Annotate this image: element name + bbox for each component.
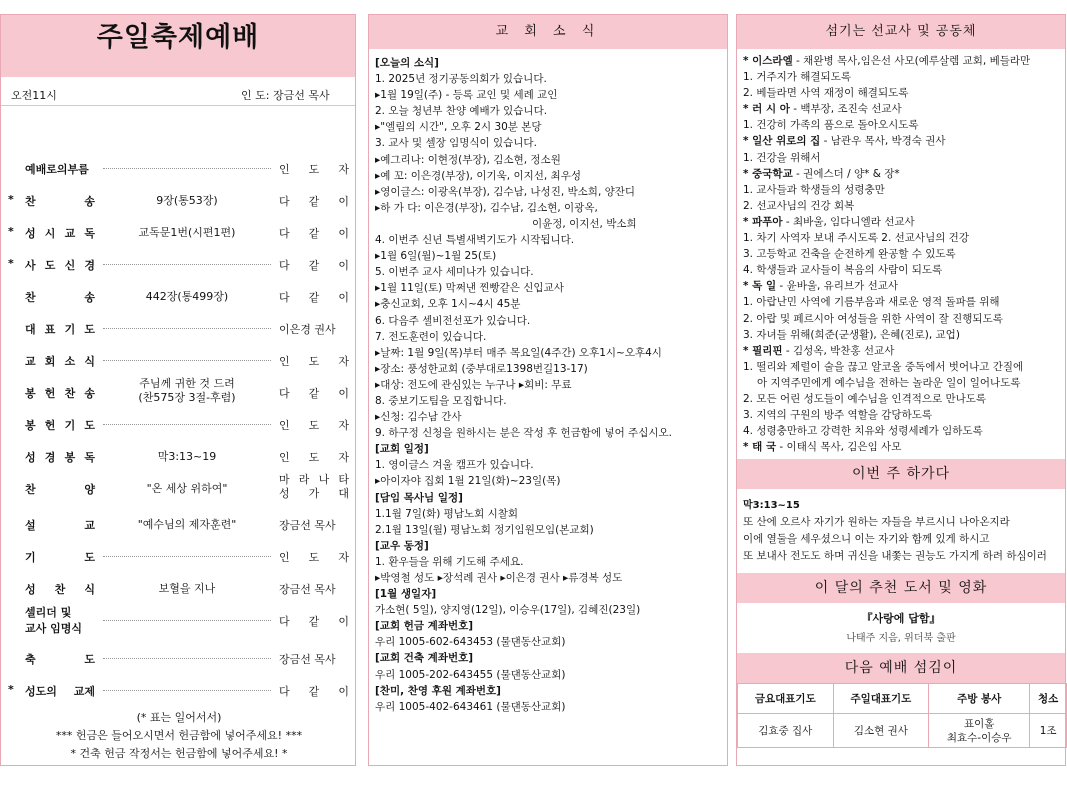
order-item-name-part: 송 (84, 195, 95, 208)
divider (1, 105, 355, 106)
servers-header-row (738, 684, 1067, 714)
order-row (1, 449, 357, 465)
order-item-name-part: 독 (84, 451, 95, 464)
person-char: 도 (308, 419, 320, 432)
weekly-verse (737, 489, 1065, 573)
news-line: 1. 2025년 정기공동의회가 있습니다. (375, 73, 547, 86)
servers-header: 주방 봉사 (929, 684, 1030, 714)
mission-name: * 태 국 (743, 441, 777, 454)
order-item-name-part: 대 (25, 323, 36, 336)
order-item-person (279, 417, 349, 433)
mission-heading: * 필리핀 - 김성옥, 박찬홍 선교사 (743, 344, 895, 357)
person-char: 이 (338, 195, 349, 208)
order-item-name-part: 성도의 (25, 685, 57, 698)
news-line: 우리 1005-202-643455 (물댄동산교회) (375, 668, 566, 681)
mission-line: 1. 건강을 위해서 (743, 151, 821, 164)
order-item-name (25, 257, 95, 273)
person-char: 자 (338, 551, 349, 564)
order-item-name-part: 도 (84, 551, 95, 564)
order-item-name-part: 교 (25, 355, 36, 368)
servers-cell: 표이홀 최효수-이승우 (929, 714, 1030, 748)
dotted-leader (103, 658, 271, 659)
order-item-name (25, 161, 95, 177)
order-row (1, 549, 357, 565)
dotted-leader (103, 620, 271, 621)
mission-line: 2. 베들라면 사역 재정이 해결되도록 (743, 87, 909, 100)
person-char: 마 (279, 473, 290, 486)
mission-line: 아 지역주민에게 예수님을 전하는 놀라운 일이 일어나도록 (757, 376, 1021, 389)
church-news-title: 교 회 소 식 (369, 15, 727, 49)
news-heading: [교회 건축 계좌번호] (375, 652, 474, 665)
next-servers-title: 다음 예배 섬김이 (737, 653, 1065, 683)
worship-meta (1, 83, 355, 105)
news-heading: [1월 생일자] (375, 588, 437, 601)
mission-line: 1. 교사들과 학생들의 성령충만 (743, 183, 885, 196)
news-line: 1.1월 7일(화) 평남노회 시찰회 (375, 507, 519, 520)
news-line: 우리 1005-602-643453 (물댄동산교회) (375, 636, 566, 649)
order-item-name-part: 설 (25, 519, 36, 532)
order-item-name (25, 225, 95, 241)
person-char: 다 (279, 387, 290, 400)
church-news-body (369, 49, 727, 721)
order-item-name-part: 회 (44, 355, 56, 368)
mission-name: * 파푸아 (743, 215, 783, 228)
person-char: 도 (308, 355, 320, 368)
person-char: 다 (279, 195, 290, 208)
dotted-leader (103, 168, 271, 169)
order-item-name-part: 찬 (64, 387, 76, 400)
person-char: 같 (308, 615, 320, 628)
mission-line: 4. 학생들과 교사들이 복음의 사람이 되도록 (743, 264, 943, 277)
news-line: 가소현( 5일), 양지영(12일), 이승우(17일), 김혜진(23일) (375, 604, 641, 617)
news-line: 9. 하구정 신청을 원하시는 분은 작성 후 헌금함에 넣어 주십시오. (375, 427, 672, 440)
order-item-name-part: 신 (64, 259, 76, 272)
person-char: 인 (279, 163, 290, 176)
order-item-person (279, 161, 349, 177)
mission-line: 3. 자녀들 위해(희준(군생활), 은혜(진로), 교업) (743, 328, 960, 341)
order-of-worship-panel (0, 14, 356, 766)
person-char: 인 (279, 419, 290, 432)
order-item-person (279, 549, 349, 565)
person-char: 같 (308, 387, 320, 400)
order-item-name-part: 성 (25, 583, 36, 596)
servers-cell: 김소현 권사 (833, 714, 929, 748)
order-item-name-part: 예배로의부름 (25, 163, 89, 176)
order-item-name-part: 도 (84, 653, 95, 666)
news-line: ▸날짜: 1월 9일(목)부터 매주 목요일(4주간) 오후1시~오후4시 (375, 346, 662, 359)
order-item-name-line: 교사 임명식 (25, 622, 82, 635)
order-item-name-part: 사 (25, 259, 36, 272)
order-item-name-part: 찬 (25, 195, 36, 208)
order-item-name-part: 기 (25, 551, 36, 564)
order-item-name (25, 581, 95, 597)
person-char: 가 (308, 487, 320, 500)
order-item-name (25, 385, 95, 401)
person-char: 도 (308, 163, 320, 176)
order-item-name-part: 경 (44, 451, 56, 464)
standing-mark: * (8, 193, 14, 206)
order-item-name (25, 417, 95, 433)
person-char: 이 (338, 291, 349, 304)
person-char: 이 (338, 227, 349, 240)
order-item-content: 442장(통499장) (103, 288, 271, 304)
standing-mark: * (8, 225, 14, 238)
order-item-content: 9장(통53장) (103, 192, 271, 208)
news-heading: [교우 동정] (375, 539, 429, 552)
person-char: 대 (338, 487, 349, 500)
news-heading: [교회 헌금 계좌번호] (375, 620, 474, 633)
order-item-name-part: 교 (64, 227, 76, 240)
order-item-person (279, 613, 349, 629)
order-item-person (279, 517, 349, 533)
person-char: 다 (279, 291, 290, 304)
order-item-content: 보혈을 지나 (103, 580, 271, 596)
news-line: 1. 환우들을 위해 기도해 주세요. (375, 555, 524, 568)
order-item-content: 주님께 귀한 것 드려 (찬575장 3절-후렴) (103, 377, 271, 405)
news-line: ▸영이글스: 이광옥(부장), 김수남, 나성진, 박소희, 양잔디 (375, 185, 636, 198)
order-item-name-part: 교 (84, 519, 95, 532)
order-item-name-part: 양 (84, 483, 95, 496)
order-item-name (25, 651, 95, 667)
order-row (1, 225, 357, 241)
dotted-leader (103, 556, 271, 557)
servers-cell: 1조 (1030, 714, 1067, 748)
order-item-name-part: 봉 (25, 419, 36, 432)
order-item-name (25, 549, 95, 565)
mission-heading: * 중국학교 - 권에스더 / 양* & 장* (743, 167, 900, 180)
missionary-panel (736, 14, 1066, 766)
person-line (279, 473, 349, 487)
mission-name: * 중국학교 (743, 167, 793, 180)
person-char: 같 (308, 195, 320, 208)
news-line: ▸하 가 다: 이은경(부장), 김수남, 김소현, 이광옥, (375, 201, 598, 214)
mission-heading: * 독 일 - 윤바울, 유리브가 선교사 (743, 280, 899, 293)
dotted-leader (103, 690, 271, 691)
order-item-name-part: 독 (84, 227, 95, 240)
person-char: 다 (279, 615, 290, 628)
order-item-name (25, 321, 95, 337)
person-char: 자 (338, 451, 349, 464)
servers-cell: 김효중 집사 (738, 714, 834, 748)
person-name: 장금선 목사 (279, 519, 336, 532)
mission-heading: * 이스라엘 - 채완병 목사,임은선 사모(예루살렘 교회, 베들라만 (743, 55, 1031, 67)
order-row (1, 581, 357, 597)
order-item-name (25, 517, 95, 533)
verse-line: 또 산에 오르사 자기가 원하는 자들을 부르시니 나아온지라 (743, 516, 1010, 529)
news-line: 1. 영이글스 겨울 캠프가 있습니다. (375, 459, 534, 472)
news-line: 이윤정, 이지선, 박소희 (532, 217, 637, 230)
person-char: 나 (318, 473, 330, 486)
order-row (1, 193, 357, 209)
order-item-name-part: 봉 (64, 451, 76, 464)
news-line: ▸박영철 성도 ▸장석례 권사 ▸이은경 권사 ▸류경복 성도 (375, 572, 623, 584)
mission-heading: * 러 시 아 - 백부장, 조진숙 선교사 (743, 103, 902, 116)
order-item-person (279, 683, 349, 699)
order-item-person (279, 651, 349, 667)
mission-line: 3. 고등학교 건축을 순전하게 완공할 수 있도록 (743, 248, 956, 261)
mission-name: * 독 일 (743, 280, 777, 293)
dotted-leader (103, 424, 271, 425)
order-row (1, 161, 357, 177)
order-row (1, 683, 357, 699)
person-char: 자 (338, 419, 349, 432)
order-item-content: "온 세상 위하여" (103, 480, 271, 496)
order-item-name-part: 시 (44, 227, 56, 240)
person-char: 다 (279, 685, 290, 698)
order-item-name (25, 683, 95, 699)
news-line: 4. 이번주 신년 특별새벽기도가 시작됩니다. (375, 234, 575, 247)
news-line: ▸1월 11일(토) 막쩌낸 찐빵같은 신입교사 (375, 282, 564, 295)
order-item-name-part: 도 (84, 323, 95, 336)
news-line: ▸"엘림의 시간", 오후 2시 30분 본당 (375, 121, 542, 134)
order-item-name-part: 찬 (25, 483, 36, 496)
person-char: 인 (279, 451, 290, 464)
order-item-name (25, 289, 95, 305)
person-name: 장금선 목사 (279, 653, 336, 666)
person-char: 인 (279, 551, 290, 564)
person-char: 타 (338, 473, 349, 486)
order-item-name (25, 481, 95, 497)
news-line: 8. 중보기도팀을 모집합니다. (375, 394, 507, 407)
order-item-name (25, 605, 95, 637)
news-line: ▸1월 19일(주) - 등록 교인 및 세례 교인 (375, 89, 558, 102)
mission-line: 4. 성령충만하고 강력한 치유와 성령세례가 임하도록 (743, 425, 983, 438)
news-line: ▸예그리나: 이현정(부장), 김소현, 정소원 (375, 153, 561, 166)
person-char: 이 (338, 615, 349, 628)
recommended-book-title: 이 달의 추천 도서 및 영화 (737, 573, 1065, 603)
order-item-name (25, 353, 95, 369)
servers-table (737, 683, 1067, 748)
dotted-leader (103, 328, 271, 329)
order-item-name-part: 성 (25, 227, 36, 240)
recommended-book (737, 603, 1065, 653)
order-item-name-part: 기 (64, 419, 76, 432)
order-item-name-part: 식 (84, 355, 95, 368)
order-row (1, 377, 357, 404)
order-item-name-part: 찬 (25, 291, 36, 304)
worship-title: 주일축제예배 (1, 15, 355, 77)
person-char: 도 (308, 451, 320, 464)
mission-line: 3. 지역의 구원의 방주 역할을 감당하도록 (743, 409, 932, 422)
person-char: 자 (338, 355, 349, 368)
news-line: 6. 다음주 셀비전선포가 있습니다. (375, 314, 531, 327)
person-char: 이 (338, 685, 349, 698)
mission-line: 2. 모든 어린 성도들이 예수님을 인격적으로 만나도록 (743, 392, 987, 405)
person-char: 이 (338, 259, 349, 272)
mission-name: * 일산 위로의 집 (743, 135, 821, 148)
mission-line: 1. 차기 사역자 보내 주시도록 2. 선교사님의 건강 (743, 232, 969, 245)
order-item-person (279, 353, 349, 369)
church-news-panel (368, 14, 728, 766)
order-item-person (279, 193, 349, 209)
mission-line: 1. 떨리와 제럴이 술을 끊고 알코올 중독에서 벗어나고 간질에 (743, 360, 1024, 373)
news-line: ▸예 꼬: 이은경(부장), 이기욱, 이지선, 최우성 (375, 169, 581, 182)
person-char: 다 (279, 259, 290, 272)
person-char: 라 (298, 473, 310, 486)
mission-line: 2. 아랍 및 페르시아 여성들을 위한 사역이 잘 진행되도록 (743, 312, 1003, 325)
order-item-name-part: 식 (84, 583, 95, 596)
mission-name: * 이스라엘 (743, 55, 793, 67)
order-row (1, 606, 357, 635)
news-line: ▸충신교회, 오후 1시~4시 45분 (375, 298, 521, 311)
news-line: 우리 1005-402-643461 (물댄동산교회) (375, 700, 566, 713)
order-item-person (279, 385, 349, 401)
mission-line: 1. 건강히 가족의 품으로 돌아오시도록 (743, 119, 919, 132)
news-line: ▸아이자야 집회 1월 21일(화)~23일(목) (375, 475, 561, 488)
missionary-title: 섬기는 선교사 및 공동체 (737, 15, 1065, 49)
person-char: 같 (308, 685, 320, 698)
news-heading: [찬미, 찬영 후원 계좌번호] (375, 684, 501, 697)
person-char: 이 (338, 387, 349, 400)
news-line: 2.1월 13일(월) 평남노회 정기임원모임(본교회) (375, 523, 594, 536)
order-row (1, 257, 357, 273)
book-author: 나태주 지음, 위더북 출판 (846, 633, 956, 645)
order-item-name-part: 도 (44, 259, 56, 272)
order-row (1, 353, 357, 369)
building-offering-note: * 건축 헌금 작정서는 헌금함에 넣어주세요! * (70, 747, 288, 760)
order-item-name-part: 봉 (25, 387, 36, 400)
order-row (1, 417, 357, 433)
order-item-name (25, 449, 95, 465)
standing-mark: * (8, 257, 14, 270)
servers-header: 금요대표기도 (738, 684, 834, 714)
order-item-name-part: 기 (64, 323, 76, 336)
worship-time: 오전11시 (11, 89, 57, 102)
dotted-leader (103, 264, 271, 265)
order-item-person (279, 257, 349, 273)
news-line: 2. 오늘 청년부 찬양 예배가 있습니다. (375, 105, 548, 118)
mission-line: 1. 아랍난민 사역에 기름부음과 새로운 영적 돌파를 위해 (743, 296, 1000, 309)
mission-heading: * 태 국 - 이태식 목사, 김은임 사모 (743, 441, 902, 454)
person-char: 같 (308, 227, 320, 240)
dotted-leader (103, 360, 271, 361)
mission-line: 1. 거주지가 해결되도록 (743, 71, 851, 84)
order-row (1, 321, 357, 337)
order-item-person (279, 581, 349, 597)
mission-line: 2. 선교사님의 건강 회복 (743, 199, 855, 212)
news-heading: [교회 일정] (375, 443, 429, 456)
news-line: ▸장소: 풍성한교회 (중부대로1398번길13-17) (375, 362, 588, 375)
news-line: ▸대상: 전도에 관심있는 누구나 ▸회비: 무료 (375, 378, 572, 391)
servers-header: 청소 (1030, 684, 1067, 714)
person-char: 인 (279, 355, 290, 368)
verse-reference: 막3:13~15 (743, 500, 800, 512)
order-item-person (279, 289, 349, 305)
order-item-name-part: 성 (25, 451, 36, 464)
news-line: 3. 교사 및 셀장 임명식이 있습니다. (375, 137, 537, 150)
worship-leader: 인 도: 장금선 목사 (241, 89, 330, 102)
order-item-name-part: 도 (84, 419, 95, 432)
order-item-name-part: 송 (84, 291, 95, 304)
news-line: ▸신청: 김수남 간사 (375, 411, 462, 424)
mission-heading: * 일산 위로의 집 - 남관우 목사, 박경숙 권사 (743, 135, 946, 148)
person-char: 성 (279, 487, 290, 500)
order-item-name-part: 헌 (44, 419, 56, 432)
order-item-person (279, 449, 349, 465)
person-name: 이은경 권사 (279, 323, 336, 336)
person-name: 장금선 목사 (279, 583, 336, 596)
order-item-name-part: 표 (44, 323, 56, 336)
order-item-name-part: 찬 (54, 583, 66, 596)
order-item-person (279, 473, 349, 501)
order-item-person (279, 321, 349, 337)
order-row (1, 473, 357, 500)
mission-name: * 필리핀 (743, 344, 783, 357)
missionary-body (737, 49, 1065, 459)
order-item-content: 교독문1번(시편1편) (103, 224, 271, 240)
news-line: 7. 전도훈련이 있습니다. (375, 330, 487, 343)
order-item-name-part: 경 (84, 259, 95, 272)
order-item-name-part: 소 (64, 355, 76, 368)
person-char: 다 (279, 227, 290, 240)
mission-name: * 러 시 아 (743, 103, 790, 116)
order-item-content: 막3:13~19 (103, 448, 271, 464)
person-line (279, 487, 349, 501)
order-item-name-line: 셀리더 및 (25, 606, 72, 619)
order-row (1, 517, 357, 533)
order-row (1, 651, 357, 667)
order-item-content: "예수님의 제자훈련" (103, 516, 271, 532)
news-line: 5. 이번주 교사 세미나가 있습니다. (375, 266, 534, 279)
standing-note: (* 표는 일어서서) (136, 711, 222, 724)
servers-row (738, 714, 1067, 748)
person-char: 자 (338, 163, 349, 176)
news-heading: [담임 목사님 일정] (375, 491, 463, 504)
news-line: ▸1월 6일(월)~1월 25(토) (375, 250, 497, 263)
person-char: 같 (308, 259, 320, 272)
order-item-name-part: 송 (84, 387, 95, 400)
book-name: 『사랑에 답함』 (861, 612, 941, 626)
weekly-haggadah-title: 이번 주 하가다 (737, 459, 1065, 489)
order-item-name (25, 193, 95, 209)
standing-mark: * (8, 683, 14, 696)
verse-line: 또 보내사 전도도 하며 귀신을 내쫓는 권능도 가지게 하려 하심이러 (743, 550, 1047, 563)
order-item-name-part: 헌 (44, 387, 56, 400)
offering-note: *** 헌금은 들어오시면서 헌금함에 넣어주세요! *** (55, 729, 303, 742)
person-char: 같 (308, 291, 320, 304)
order-item-name-part: 교제 (73, 685, 95, 698)
order-row (1, 289, 357, 305)
person-char: 도 (308, 551, 320, 564)
order-item-person (279, 225, 349, 241)
mission-heading: * 파푸아 - 최바울, 임다니엘라 선교사 (743, 215, 915, 228)
verse-line: 이에 열둘을 세우셨으니 이는 자기와 함께 있게 하시고 (743, 533, 990, 546)
news-heading: [오늘의 소식] (375, 57, 439, 69)
servers-header: 주일대표기도 (833, 684, 929, 714)
order-item-name-part: 축 (25, 653, 36, 666)
